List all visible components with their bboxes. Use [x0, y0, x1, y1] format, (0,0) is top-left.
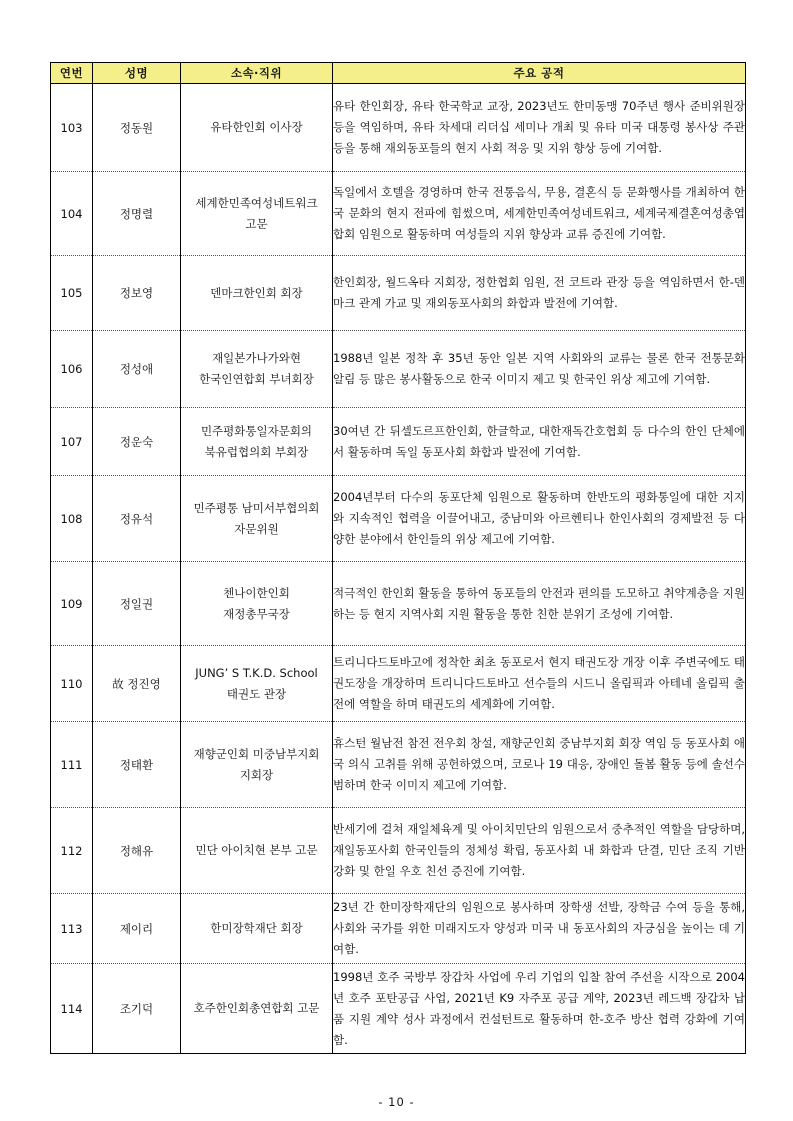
achievement-text: 23년 간 한미장학재단의 임원으로 봉사하며 장학생 선발, 장학금 수여 등을 통해, 사회와 국가를 위한 미래지도자 양성과 미국 내 동포사회의 자긍심을 높이는 데 기여함. — [333, 894, 746, 964]
person-name: 정유석 — [93, 476, 181, 562]
achievement-text: 1998년 호주 국방부 장갑차 사업에 우리 기업의 입찰 참여 주선을 시작으로 2004년 호주 포탄공급 사업, 2021년 K9 자주포 공급 계약, 2023년 레드백 장갑차 납품 지원 계약 성사 과정에서 컨설턴트로 활동하며 한-호주 방산 협력 강화에 기여함. — [333, 964, 746, 1054]
achievement-text: 유타 한인회장, 유타 한국학교 교장, 2023년도 한미동맹 70주년 행사 준비위원장 등을 역임하며, 유타 차세대 리더십 세미나 개최 및 유타 미국 대통령 봉사상 주관 등을 통해 재외동포들의 현지 사회 적응 및 지위 향상 등에 기여함. — [333, 84, 746, 172]
affiliation-cell — [181, 562, 333, 646]
affiliation-cell — [181, 256, 333, 331]
affiliation-cell — [181, 84, 333, 172]
table-row — [51, 562, 746, 646]
row-number: 104 — [51, 172, 93, 256]
affiliation-line: 한국인연합회 부녀회장 — [199, 372, 314, 386]
person-name: 정해유 — [93, 808, 181, 894]
affiliation-cell — [181, 476, 333, 562]
row-number: 113 — [51, 894, 93, 964]
affiliation-line: 고문 — [245, 216, 268, 231]
achievement-text: 독일에서 호텔을 경영하며 한국 전통음식, 무용, 결혼식 등 문화행사를 개최하여 한국 문화의 현지 전파에 힘썼으며, 세계한민족여성네트워크, 세계국제결혼여성총엽합회 임원으로 활동하며 여성들의 지위 향상과 교류 증진에 기여함. — [333, 172, 746, 256]
achievement-text: 반세기에 걸쳐 재일체육계 및 아이치민단의 임원으로서 중추적인 역할을 담당하며, 재일동포사회 한국인들의 정체성 확립, 동포사회 내 화합과 단결, 민단 조직 기반 강화 및 한일 우호 친선 증진에 기여함. — [333, 808, 746, 894]
table-row — [51, 964, 746, 1054]
row-number: 114 — [51, 964, 93, 1054]
table-row — [51, 84, 746, 172]
awards-table — [50, 62, 746, 1054]
affiliation-line: 유타한인회 이사장 — [210, 120, 303, 134]
person-name: 제이리 — [93, 894, 181, 964]
header-name: 성명 — [93, 63, 181, 84]
achievement-text: 적극적인 한인회 활동을 통하여 동포들의 안전과 편의를 도모하고 취약계층을 지원하는 등 현지 지역사회 지원 활동을 통한 친한 분위기 조성에 기여함. — [333, 562, 746, 646]
achievement-text: 1988년 일본 정착 후 35년 동안 일본 지역 사회와의 교류는 물론 한국 전통문화 알림 등 많은 봉사활동으로 한국 이미지 제고 및 한국인 위상 제고에 기여함. — [333, 331, 746, 408]
row-number: 106 — [51, 331, 93, 408]
person-name: 정운숙 — [93, 408, 181, 476]
person-name: 故 정진영 — [93, 646, 181, 722]
table-body — [51, 84, 746, 1054]
affiliation-cell — [181, 722, 333, 808]
achievement-text: 한인회장, 월드옥타 지회장, 정한협회 임원, 전 코트라 관장 등을 역임하면서 한-덴마크 관계 가교 및 재외동포사회의 화합과 발전에 기여함. — [333, 256, 746, 331]
row-number: 110 — [51, 646, 93, 722]
row-number: 107 — [51, 408, 93, 476]
header-achievement: 주요 공적 — [333, 63, 746, 84]
table-row — [51, 408, 746, 476]
affiliation-line: 민주평화통일자문회의 — [200, 423, 313, 438]
row-number: 112 — [51, 808, 93, 894]
affiliation-line: 재향군인회 미중남부지회 — [193, 746, 320, 761]
row-number: 109 — [51, 562, 93, 646]
table-row — [51, 808, 746, 894]
row-number: 108 — [51, 476, 93, 562]
affiliation-line: 세계한민족여성네트워크 — [195, 195, 318, 210]
affiliation-cell — [181, 646, 333, 722]
person-name: 정일권 — [93, 562, 181, 646]
page-number: - 10 - — [378, 1095, 415, 1109]
affiliation-line: 한미장학재단 회장 — [210, 921, 303, 935]
row-number: 111 — [51, 722, 93, 808]
table-row — [51, 894, 746, 964]
affiliation-cell — [181, 894, 333, 964]
row-number: 103 — [51, 84, 93, 172]
affiliation-cell — [181, 331, 333, 408]
table-row — [51, 476, 746, 562]
person-name: 정성애 — [93, 331, 181, 408]
table-header-row — [51, 63, 746, 84]
table-row — [51, 646, 746, 722]
achievement-text: 30여년 간 뒤셀도르프한인회, 한글학교, 대한재독간호협회 등 다수의 한인 단체에서 활동하며 독일 동포사회 화합과 발전에 기여함. — [333, 408, 746, 476]
table-row — [51, 331, 746, 408]
affiliation-cell — [181, 964, 333, 1054]
affiliation-line: 자문위원 — [234, 521, 279, 536]
table-row — [51, 256, 746, 331]
table-row — [51, 722, 746, 808]
affiliation-line: 민주평통 남미서부협의회 — [193, 500, 320, 515]
affiliation-line: JUNG’ S T.K.D. School — [195, 665, 318, 680]
achievement-text: 트리니다드토바고에 정착한 최초 동포로서 현지 태권도장 개장 이후 주변국에도 태권도장을 개장하며 트리니다드토바고 선수들의 시드니 올림픽과 아테네 올림픽 출전에 역할을 하며 태권도의 세계화에 기여함. — [333, 646, 746, 722]
affiliation-line: 민단 아이치현 본부 고문 — [195, 843, 318, 857]
affiliation-line: 북유럽협의회 부회장 — [204, 444, 309, 459]
person-name: 정동원 — [93, 84, 181, 172]
affiliation-cell — [181, 808, 333, 894]
affiliation-cell — [181, 172, 333, 256]
row-number: 105 — [51, 256, 93, 331]
affiliation-line: 호주한인회총연합회 고문 — [193, 1001, 320, 1015]
affiliation-line: 첸나이한인회 — [223, 585, 290, 600]
header-affiliation: 소속·직위 — [181, 63, 333, 84]
achievement-text: 휴스턴 월남전 참전 전우회 창설, 재향군인회 중남부지회 회장 역임 등 동포사회 애국 의식 고취를 위해 공헌하였으며, 코로나 19 대응, 장애인 돌봄 활동 등에 솔선수범하며 한국 이미지 제고에 기여함. — [333, 722, 746, 808]
affiliation-line: 재정총무국장 — [223, 606, 290, 621]
person-name: 조기덕 — [93, 964, 181, 1054]
person-name: 정보영 — [93, 256, 181, 331]
header-no: 연번 — [51, 63, 93, 84]
affiliation-line: 재일본가나가와현 — [212, 351, 301, 365]
person-name: 정태환 — [93, 722, 181, 808]
affiliation-line: 지회장 — [239, 767, 274, 782]
achievement-text: 2004년부터 다수의 동포단체 임원으로 활동하며 한반도의 평화통일에 대한 지지와 지속적인 협력을 이끌어내고, 중남미와 아르헨티나 한인사회의 경제발전 등 다양한 분야에서 한인들의 위상 제고에 기여함. — [333, 476, 746, 562]
affiliation-cell — [181, 408, 333, 476]
table-row — [51, 172, 746, 256]
affiliation-line: 태권도 관장 — [226, 686, 287, 701]
person-name: 정명렬 — [93, 172, 181, 256]
affiliation-line: 덴마크한인회 회장 — [210, 285, 303, 300]
